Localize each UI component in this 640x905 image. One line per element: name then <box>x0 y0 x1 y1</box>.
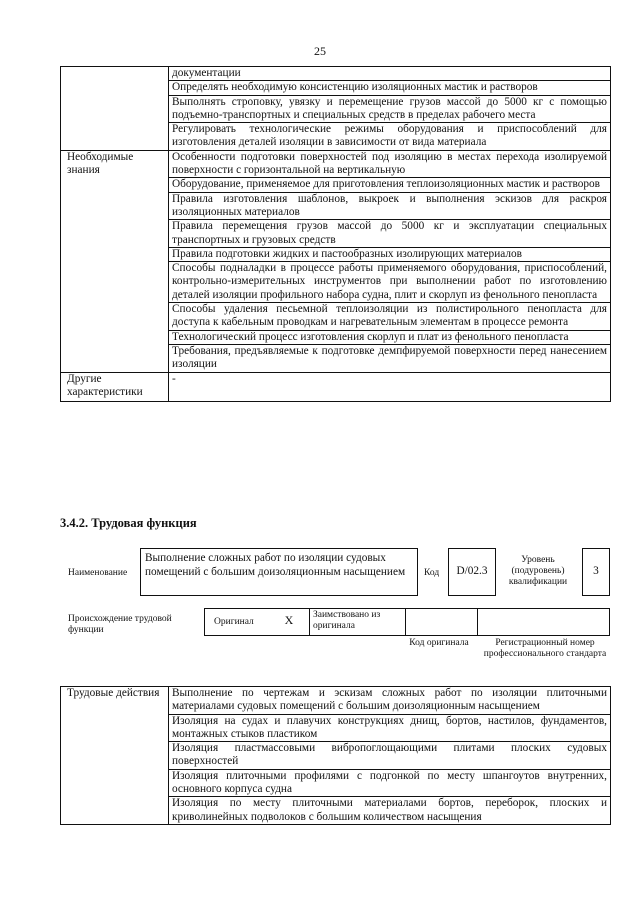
reg-caption: Регистрационный номер профессионального стандарта <box>483 638 607 659</box>
knowledge-item: Способы подналадки в процессе работы применяемого оборудования, приспособлений, контрольно-измерительных инструментов при выполнении работ по изготовлению деталей изоляции профильного набора судна, плит и скорлуп из фенольного пенопласта <box>169 262 611 303</box>
table-row <box>61 372 611 401</box>
origin-label: Происхождение трудовой функции <box>68 614 172 635</box>
origin-row <box>204 608 610 636</box>
other-value: - <box>169 372 611 401</box>
section-title: 3.4.2. Трудовая функция <box>60 516 197 530</box>
action-item: Изоляция по месту плиточными материалами бортов, переборок, плоских и криволинейных подволоков с большим количеством насыщения <box>169 797 611 825</box>
knowledge-item: Оборудование, применяемое для приготовления теплоизоляционных мастик и растворов <box>169 178 611 192</box>
skill-item: Регулировать технологические режимы оборудования и приспособлений для изготовления деталей изоляции в зависимости от вида материала <box>169 123 611 151</box>
table-row <box>61 687 611 715</box>
code-caption: Код оригинала <box>409 638 469 648</box>
action-item: Изоляция плиточными профилями с подгонкой по месту шпангоутов внутренних, основного корпуса судна <box>169 769 611 797</box>
skill-item: Определять необходимую консистенцию изоляционных мастик и растворов <box>169 81 611 95</box>
name-label: Наименование <box>68 568 128 578</box>
knowledge-table <box>60 66 611 402</box>
knowledge-item: Правила перемещения грузов массой до 5000 кг и эксплуатации специальных транспортных и грузовых средств <box>169 220 611 248</box>
knowledge-label: Необходимые знания <box>61 150 169 372</box>
skill-item: документации <box>169 67 611 81</box>
actions-table <box>60 686 611 825</box>
action-item: Изоляция на судах и плавучих конструкциях днищ, бортов, настилов, фундаментов, монтажных стыков пластиком <box>169 714 611 742</box>
skills-label-cell <box>61 67 169 151</box>
divider <box>477 609 478 635</box>
divider <box>309 609 310 635</box>
level-value: 3 <box>582 548 610 596</box>
code-label: Код <box>424 568 440 578</box>
table-row <box>61 67 611 81</box>
original-label: Оригинал <box>214 617 254 627</box>
knowledge-item: Способы удаления песьемной теплоизоляции из полистирольного пенопласта для доступа к кабельным проводкам и нагревательным элементам в процессе ремонта <box>169 303 611 331</box>
divider <box>405 609 406 635</box>
code-value: D/02.3 <box>448 548 496 596</box>
actions-label: Трудовые действия <box>61 687 169 825</box>
table-row <box>61 150 611 178</box>
knowledge-item: Требования, предъявляемые к подготовке демпфируемой поверхности перед нанесением изоляции <box>169 344 611 372</box>
other-label: Другие характеристики <box>61 372 169 401</box>
level-label: Уровень (подуровень) квалификации <box>508 555 568 587</box>
knowledge-item: Правила подготовки жидких и пастообразных изолирующих материалов <box>169 247 611 261</box>
skill-item: Выполнять строповку, увязку и перемещение грузов массой до 5000 кг с помощью подъемно-транспортных и специальных средств в пределах рабочего места <box>169 95 611 123</box>
knowledge-item: Правила изготовления шаблонов, выкроек и выполнения эскизов для раскроя изоляционных материалов <box>169 192 611 220</box>
knowledge-item: Особенности подготовки поверхностей под изоляцию в местах перехода изолируемой поверхности с горизонтальной на вертикальную <box>169 150 611 178</box>
knowledge-item: Технологический процесс изготовления скорлуп и плат из фенольного пенопласта <box>169 330 611 344</box>
original-mark: X <box>284 613 294 627</box>
borrowed-label: Заимствовано из оригинала <box>313 610 381 631</box>
name-value: Выполнение сложных работ по изоляции судовых помещений с большим доизоляционным насыщением <box>140 548 418 596</box>
action-item: Выполнение по чертежам и эскизам сложных работ по изоляции плиточными материалами судовых помещений с большим доизоляционным насыщением <box>169 687 611 715</box>
action-item: Изоляция пластмассовыми вибропоглощающими плитами плоских судовых поверхностей <box>169 742 611 770</box>
page-number: 25 <box>314 44 326 58</box>
